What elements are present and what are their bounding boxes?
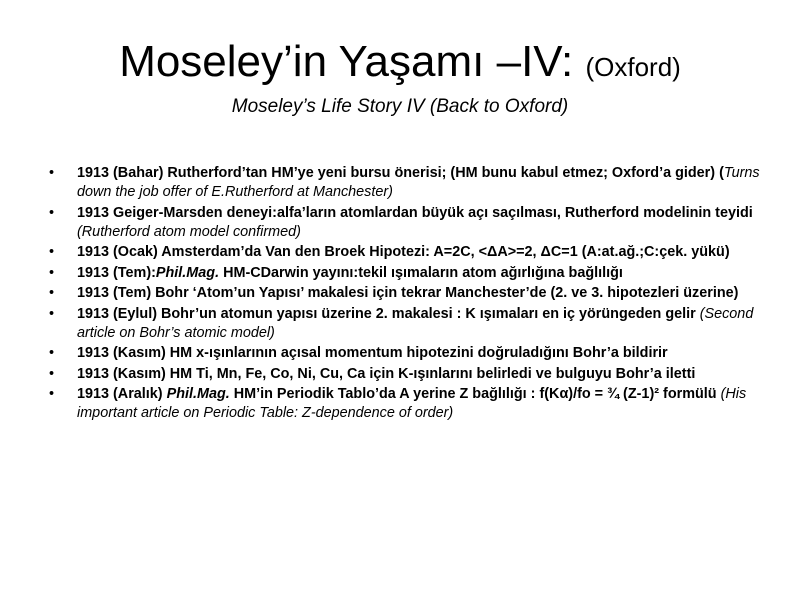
bullet-text-cont: HM-CDarwin yayını:tekil ışımaların atom ağırlığına bağlılığı bbox=[219, 264, 623, 281]
bullet-icon: • bbox=[49, 345, 55, 361]
title-main: Moseley’in Yaşamı –IV: bbox=[119, 37, 586, 86]
title-subtitle: (Oxford) bbox=[585, 52, 681, 82]
bullet-text: 1913 Geiger-Marsden deneyi:alfa’ların atomlardan büyük açı saçılması, Rutherford modelinin teyidi bbox=[77, 204, 753, 221]
bullet-text-cont: HM’in Periodik Tablo’da A yerine Z bağlılığı : f(Kα)/fo = ¾ (Z-1)² formülü bbox=[229, 386, 721, 402]
bullet-item-6 bbox=[49, 305, 769, 343]
journal-name: Phil.Mag. bbox=[166, 386, 230, 402]
bullet-item-4 bbox=[49, 264, 769, 283]
journal-name: Phil.Mag. bbox=[155, 264, 220, 281]
bullet-english: (Second article on Bohr’s atomic model) bbox=[77, 305, 754, 341]
title-english: Moseley’s Life Story IV (Back to Oxford) bbox=[231, 96, 569, 117]
bullet-text: 1913 (Eylul) Bohr’un atomun yapısı üzerine 2. makalesi : K ışımaları en iç yörüngeden gelir bbox=[77, 305, 700, 322]
bullet-list bbox=[49, 164, 769, 425]
bullet-item-8 bbox=[49, 365, 769, 384]
bullet-item-1 bbox=[49, 164, 769, 202]
bullet-item-3 bbox=[49, 243, 769, 262]
bullet-item-2 bbox=[49, 204, 769, 242]
bullet-text: 1913 (Tem): bbox=[77, 264, 156, 281]
bullet-icon: • bbox=[49, 365, 55, 382]
bullet-english: (His important article on Periodic Table: Z-dependence of order) bbox=[77, 386, 747, 421]
bullet-text: 1913 (Bahar) Rutherford’tan HM’ye yeni bursu önerisi; (HM bunu kabul etmez; Oxford’a gider) ( bbox=[77, 165, 724, 181]
bullet-icon: • bbox=[49, 386, 55, 402]
title-block bbox=[0, 36, 800, 120]
bullet-icon: • bbox=[49, 204, 55, 221]
bullet-icon: • bbox=[49, 264, 55, 281]
bullet-item-9 bbox=[49, 385, 769, 423]
bullet-text: 1913 (Tem) Bohr ‘Atom’un Yapısı’ makalesi için tekrar Manchester’de (2. ve 3. hipotezleri üzerine) bbox=[77, 285, 739, 301]
slide-title bbox=[0, 36, 800, 93]
bullet-english: Turns down the job offer of E.Rutherford at Manchester) bbox=[77, 165, 760, 200]
bullet-item-7 bbox=[49, 344, 769, 363]
bullet-icon: • bbox=[49, 244, 55, 260]
bullet-icon: • bbox=[49, 165, 55, 181]
bullet-text: 1913 (Kasım) HM x-ışınlarının açısal momentum hipotezini doğruladığını Bohr’a bildirir bbox=[77, 345, 668, 361]
bullet-icon: • bbox=[49, 305, 55, 322]
bullet-item-5 bbox=[49, 284, 769, 303]
bullet-text: 1913 (Ocak) Amsterdam’da Van den Broek Hipotezi: A=2C, <ΔA>=2, ΔC=1 (A:at.ağ.;C:çek. yükü) bbox=[77, 244, 730, 260]
bullet-text: 1913 (Aralık) bbox=[77, 386, 167, 402]
bullet-text: 1913 (Kasım) HM Ti, Mn, Fe, Co, Ni, Cu, Ca için K-ışınlarını belirledi ve bulguyu Bohr’a iletti bbox=[77, 365, 696, 382]
bullet-icon: • bbox=[49, 285, 55, 301]
bullet-english: (Rutherford atom model confirmed) bbox=[77, 223, 301, 240]
